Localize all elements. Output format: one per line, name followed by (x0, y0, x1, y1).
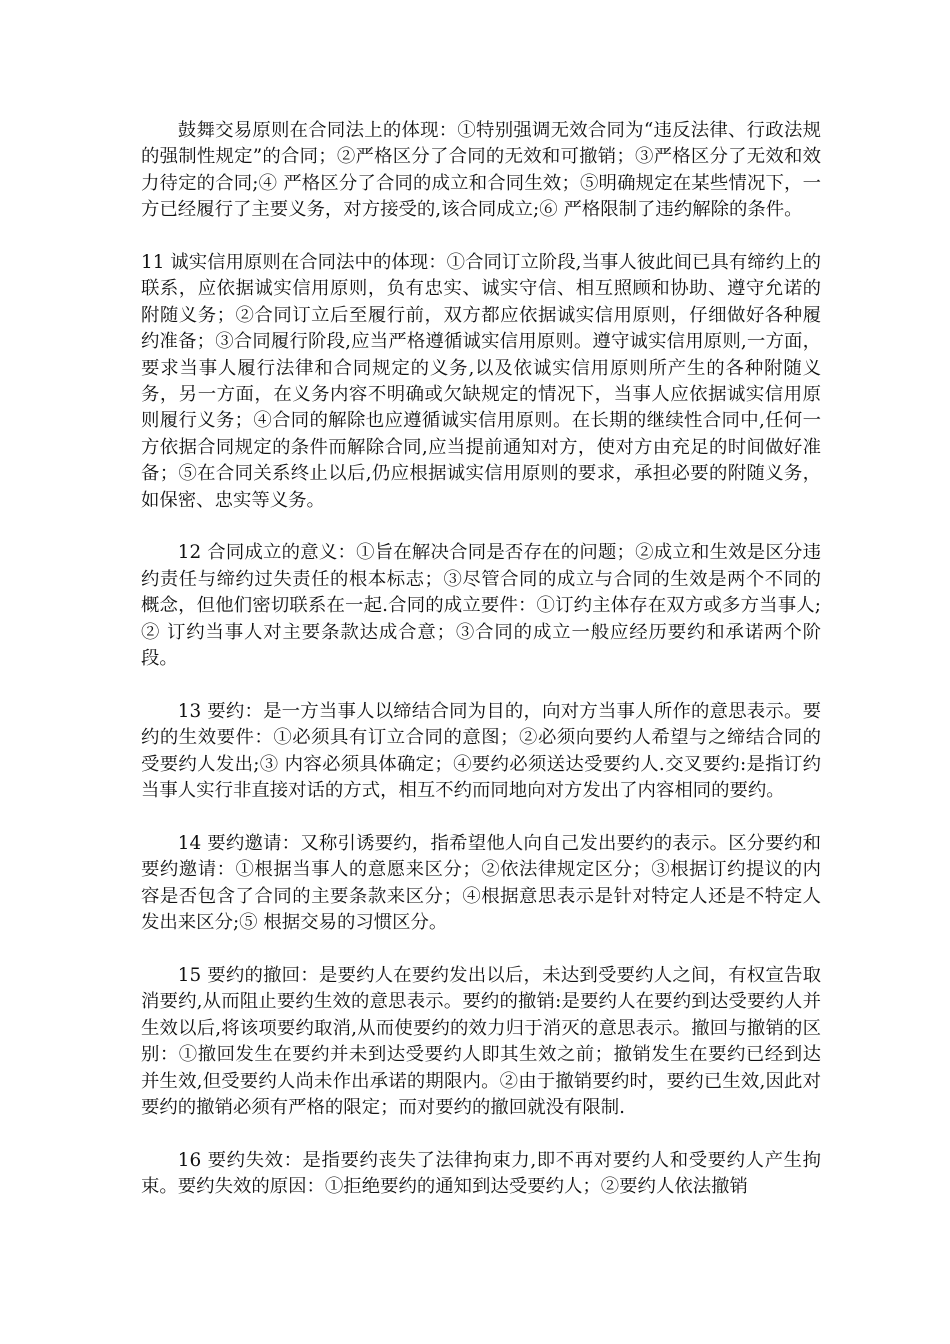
paragraph-invitation-to-offer: 14 要约邀请：又称引诱要约，指希望他人向自己发出要约的表示。区分要约和要约邀请：①根据当事人的意愿来区分；②依法律规定区分；③根据订约提议的内容是否包含了合同的主要条款来区分；④根据意思表示是针对特定人还是不特定人发出来区分;⑤ 根据交易的习惯区分。 (141, 832, 821, 934)
paragraph-offer-withdrawal: 15 要约的撤回：是要约人在要约发出以后，未达到受要约人之间，有权宣告取消要约,从而阻止要约生效的意思表示。要约的撤销:是要约人在要约到达受要约人并生效以后,将该项要约取消,从而使要约的效力归于消灭的意思表示。撤回与撤销的区别：①撤回发生在要约并未到达受要约人即其生效之前；撤销发生在要约已经到达并生效,但受要约人尚未作出承诺的期限内。②由于撤销要约时，要约已生效,因此对要约的撤销必须有严格的限定；而对要约的撤回就没有限制. (141, 964, 821, 1118)
document-page (141, 118, 821, 1227)
paragraph-offer: 13 要约：是一方当事人以缔结合同为目的，向对方当事人所作的意思表示。要约的生效要件：①必须具有订立合同的意图；②必须向要约人希望与之缔结合同的受要约人发出;③ 内容必须具体确定；④要约必须送达受要约人.交叉要约:是指订约当事人实行非直接对话的方式，相互不约而同地向对方发出了内容相同的要约。 (141, 700, 821, 802)
paragraph-good-faith-principle: 11 诚实信用原则在合同法中的体现：①合同订立阶段,当事人彼此间已具有缔约上的联系，应依据诚实信用原则，负有忠实、诚实守信、相互照顾和协助、遵守允诺的附随义务；②合同订立后至履行前，双方都应依据诚实信用原则，仔细做好各种履约准备；③合同履行阶段,应当严格遵循诚实信用原则。遵守诚实信用原则,一方面，要求当事人履行法律和合同规定的义务,以及依诚实信用原则所产生的各种附随义务，另一方面，在义务内容不明确或欠缺规定的情况下，当事人应依据诚实信用原则履行义务；④合同的解除也应遵循诚实信用原则。在长期的继续性合同中,任何一方依据合同规定的条件而解除合同,应当提前通知对方，使对方由充足的时间做好准备；⑤在合同关系终止以后,仍应根据诚实信用原则的要求，承担必要的附随义务，如保密、忠实等义务。 (141, 252, 821, 511)
paragraph-encourage-trade-principle: 鼓舞交易原则在合同法上的体现：①特别强调无效合同为“违反法律、行政法规的强制性规定”的合同；②严格区分了合同的无效和可撤销；③严格区分了无效和效力待定的合同;④ 严格区分了合同的成立和合同生效；⑤明确规定在某些情况下，一方已经履行了主要义务，对方接受的,该合同成立;⑥ 严格限制了违约解除的条件。 (141, 120, 821, 221)
paragraph-offer-expiry: 16 要约失效：是指要约丧失了法律拘束力,即不再对要约人和受要约人产生拘束。要约失效的原因：①拒绝要约的通知到达受要约人；②要约人依法撤销 (141, 1149, 821, 1198)
paragraph-contract-formation: 12 合同成立的意义：①旨在解决合同是否存在的问题；②成立和生效是区分违约责任与缔约过失责任的根本标志；③尽管合同的成立与合同的生效是两个不同的概念，但他们密切联系在一起.合同的成立要件：①订约主体存在双方或多方当事人;② 订约当事人对主要条款达成合意；③合同的成立一般应经历要约和承诺两个阶段。 (141, 542, 821, 670)
